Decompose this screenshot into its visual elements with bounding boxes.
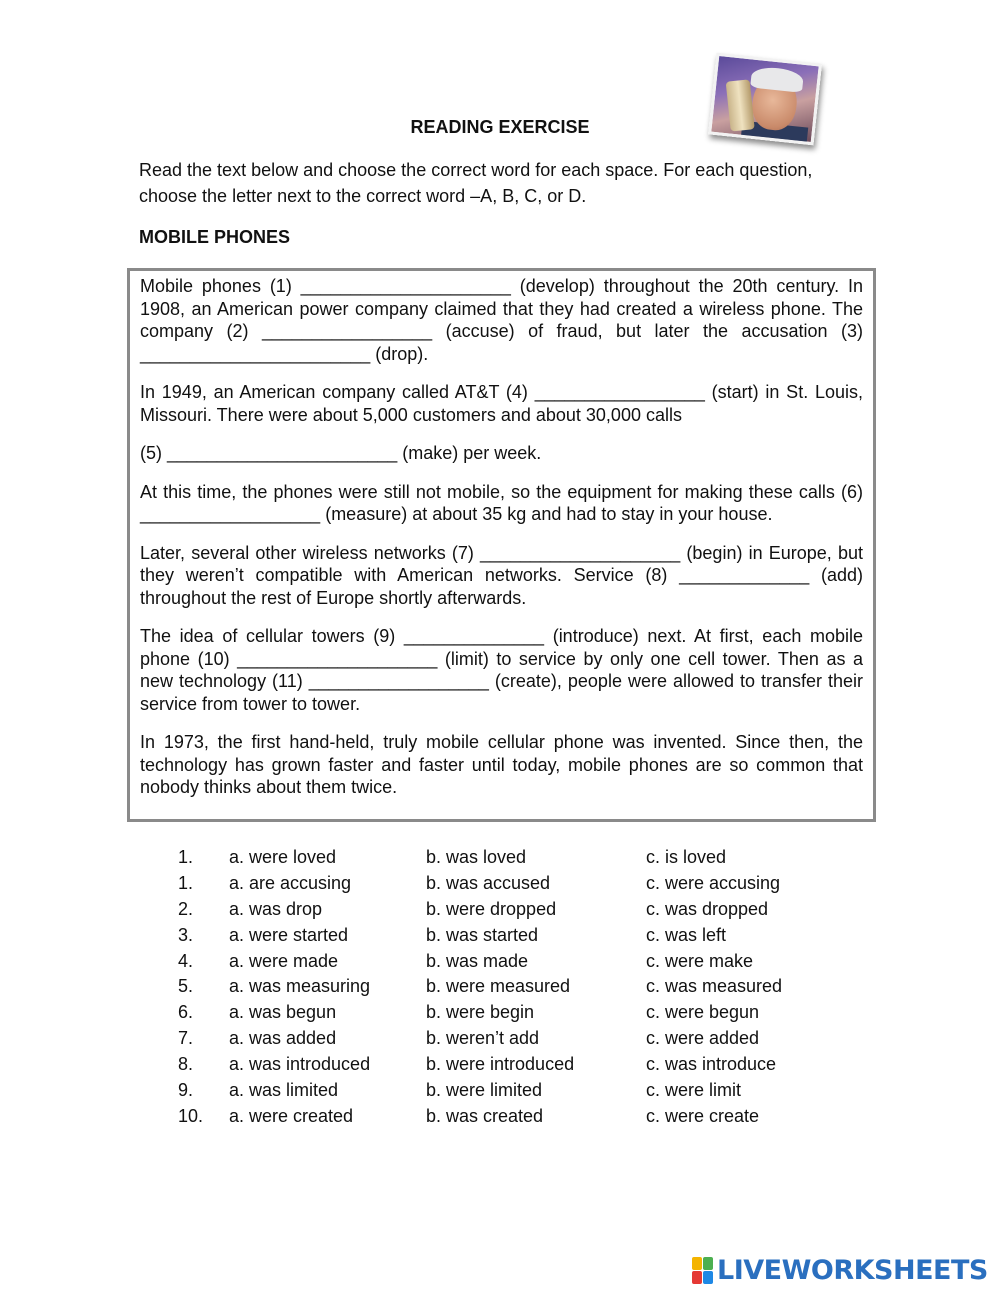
- question-number: 2.: [178, 898, 194, 919]
- option-b: b. were begin: [426, 1002, 535, 1023]
- option-b: b. were limited: [426, 1080, 543, 1101]
- option-a: a. was added: [229, 1028, 337, 1049]
- question-number: 10.: [178, 1105, 204, 1126]
- option-b: b. was accused: [426, 872, 551, 893]
- option-a: a. was limited: [229, 1080, 339, 1101]
- passage-paragraph: Mobile phones (1) _____________________ (develop) throughout the 20th century. In 1908, an American power company claimed that they had created a wireless phone. The company (2) _________________ (accuse) of fraud, but later the accusation (3) _______________________ (drop).: [140, 276, 863, 364]
- option-b: b. was loved: [426, 847, 527, 867]
- passage-paragraph: The idea of cellular towers (9) ______________ (introduce) next. At first, each mobile phone (10) ____________________ (limit) to service by only one cell tower. Then as a new technology (11) __________________ (create), people were allowed to transfer their service from tower to tower.: [140, 626, 863, 714]
- option-b: b. were dropped: [426, 898, 557, 919]
- option-b: b. was created: [426, 1105, 544, 1126]
- question-number: 4.: [178, 950, 194, 971]
- option-c: c. was introduce: [646, 1054, 777, 1075]
- brick-phone-icon: [726, 79, 755, 131]
- option-a: a. was begun: [229, 1002, 337, 1023]
- option-a: a. are accusing: [229, 872, 352, 893]
- option-a: a. was introduced: [229, 1054, 371, 1075]
- logo-square-2: [703, 1257, 713, 1270]
- passage-box: [127, 268, 876, 822]
- option-c: c. were added: [646, 1028, 760, 1049]
- question-number: 8.: [178, 1054, 194, 1075]
- question-number: 6.: [178, 1002, 194, 1023]
- passage-paragraph: In 1973, the first hand-held, truly mobile cellular phone was invented. Since then, the technology has grown faster and faster until today, mobile phones are so common that nobody thinks about them twice.: [140, 732, 863, 797]
- option-c: c. was measured: [646, 976, 783, 997]
- inventor-photo: [708, 53, 822, 146]
- option-b: b. was started: [426, 924, 539, 945]
- option-b: b. weren’t add: [426, 1028, 540, 1049]
- option-b: b. was made: [426, 950, 529, 971]
- liveworksheets-logo[interactable]: [692, 1255, 988, 1285]
- option-c: c. were create: [646, 1105, 760, 1126]
- page-title: READING EXERCISE: [410, 117, 590, 137]
- question-number: 7.: [178, 1028, 194, 1049]
- option-b: b. were introduced: [426, 1054, 575, 1075]
- option-a: a. was drop: [229, 898, 323, 919]
- logo-square-3: [692, 1271, 702, 1284]
- liveworksheets-icon: [692, 1257, 713, 1284]
- section-title: MOBILE PHONES: [139, 227, 291, 247]
- passage-paragraph: Later, several other wireless networks (7) ____________________ (begin) in Europe, but they weren’t compatible with American networks. Service (8) _____________ (add) throughout the rest of Europe shortly afterwards.: [140, 542, 863, 608]
- option-c: c. was dropped: [646, 898, 769, 919]
- question-number: 3.: [178, 924, 194, 945]
- brand-name: LIVEWORKSHEETS: [717, 1254, 988, 1286]
- option-c: c. were make: [646, 950, 754, 971]
- question-number: 1.: [178, 872, 194, 893]
- option-a: a. were made: [229, 950, 339, 971]
- option-c: c. were accusing: [646, 872, 781, 893]
- question-number: 9.: [178, 1080, 194, 1101]
- option-c: c. is loved: [646, 847, 727, 867]
- option-a: a. were created: [229, 1105, 354, 1126]
- option-c: c. were begun: [646, 1002, 760, 1023]
- logo-square-1: [692, 1257, 702, 1270]
- option-a: a. was measuring: [229, 976, 371, 997]
- passage-paragraph: In 1949, an American company called AT&T (4) _________________ (start) in St. Louis, Missouri. There were about 5,000 customers and about 30,000 calls: [140, 382, 863, 425]
- question-number: 1.: [178, 847, 194, 867]
- question-number: 5.: [178, 976, 194, 997]
- passage-paragraph: At this time, the phones were still not mobile, so the equipment for making these calls (6) __________________ (measure) at about 35 kg and had to stay in your house.: [140, 481, 863, 524]
- option-c: c. were limit: [646, 1080, 742, 1101]
- logo-square-4: [703, 1271, 713, 1284]
- option-a: a. were loved: [229, 847, 337, 867]
- instructions: Read the text below and choose the correct word for each space. For each question, choose the letter next to the correct word –A, B, C, or D.: [139, 160, 813, 206]
- passage-paragraph: (5) _______________________ (make) per week.: [140, 443, 542, 463]
- option-a: a. were started: [229, 924, 349, 945]
- option-b: b. were measured: [426, 976, 571, 997]
- option-c: c. was left: [646, 924, 727, 945]
